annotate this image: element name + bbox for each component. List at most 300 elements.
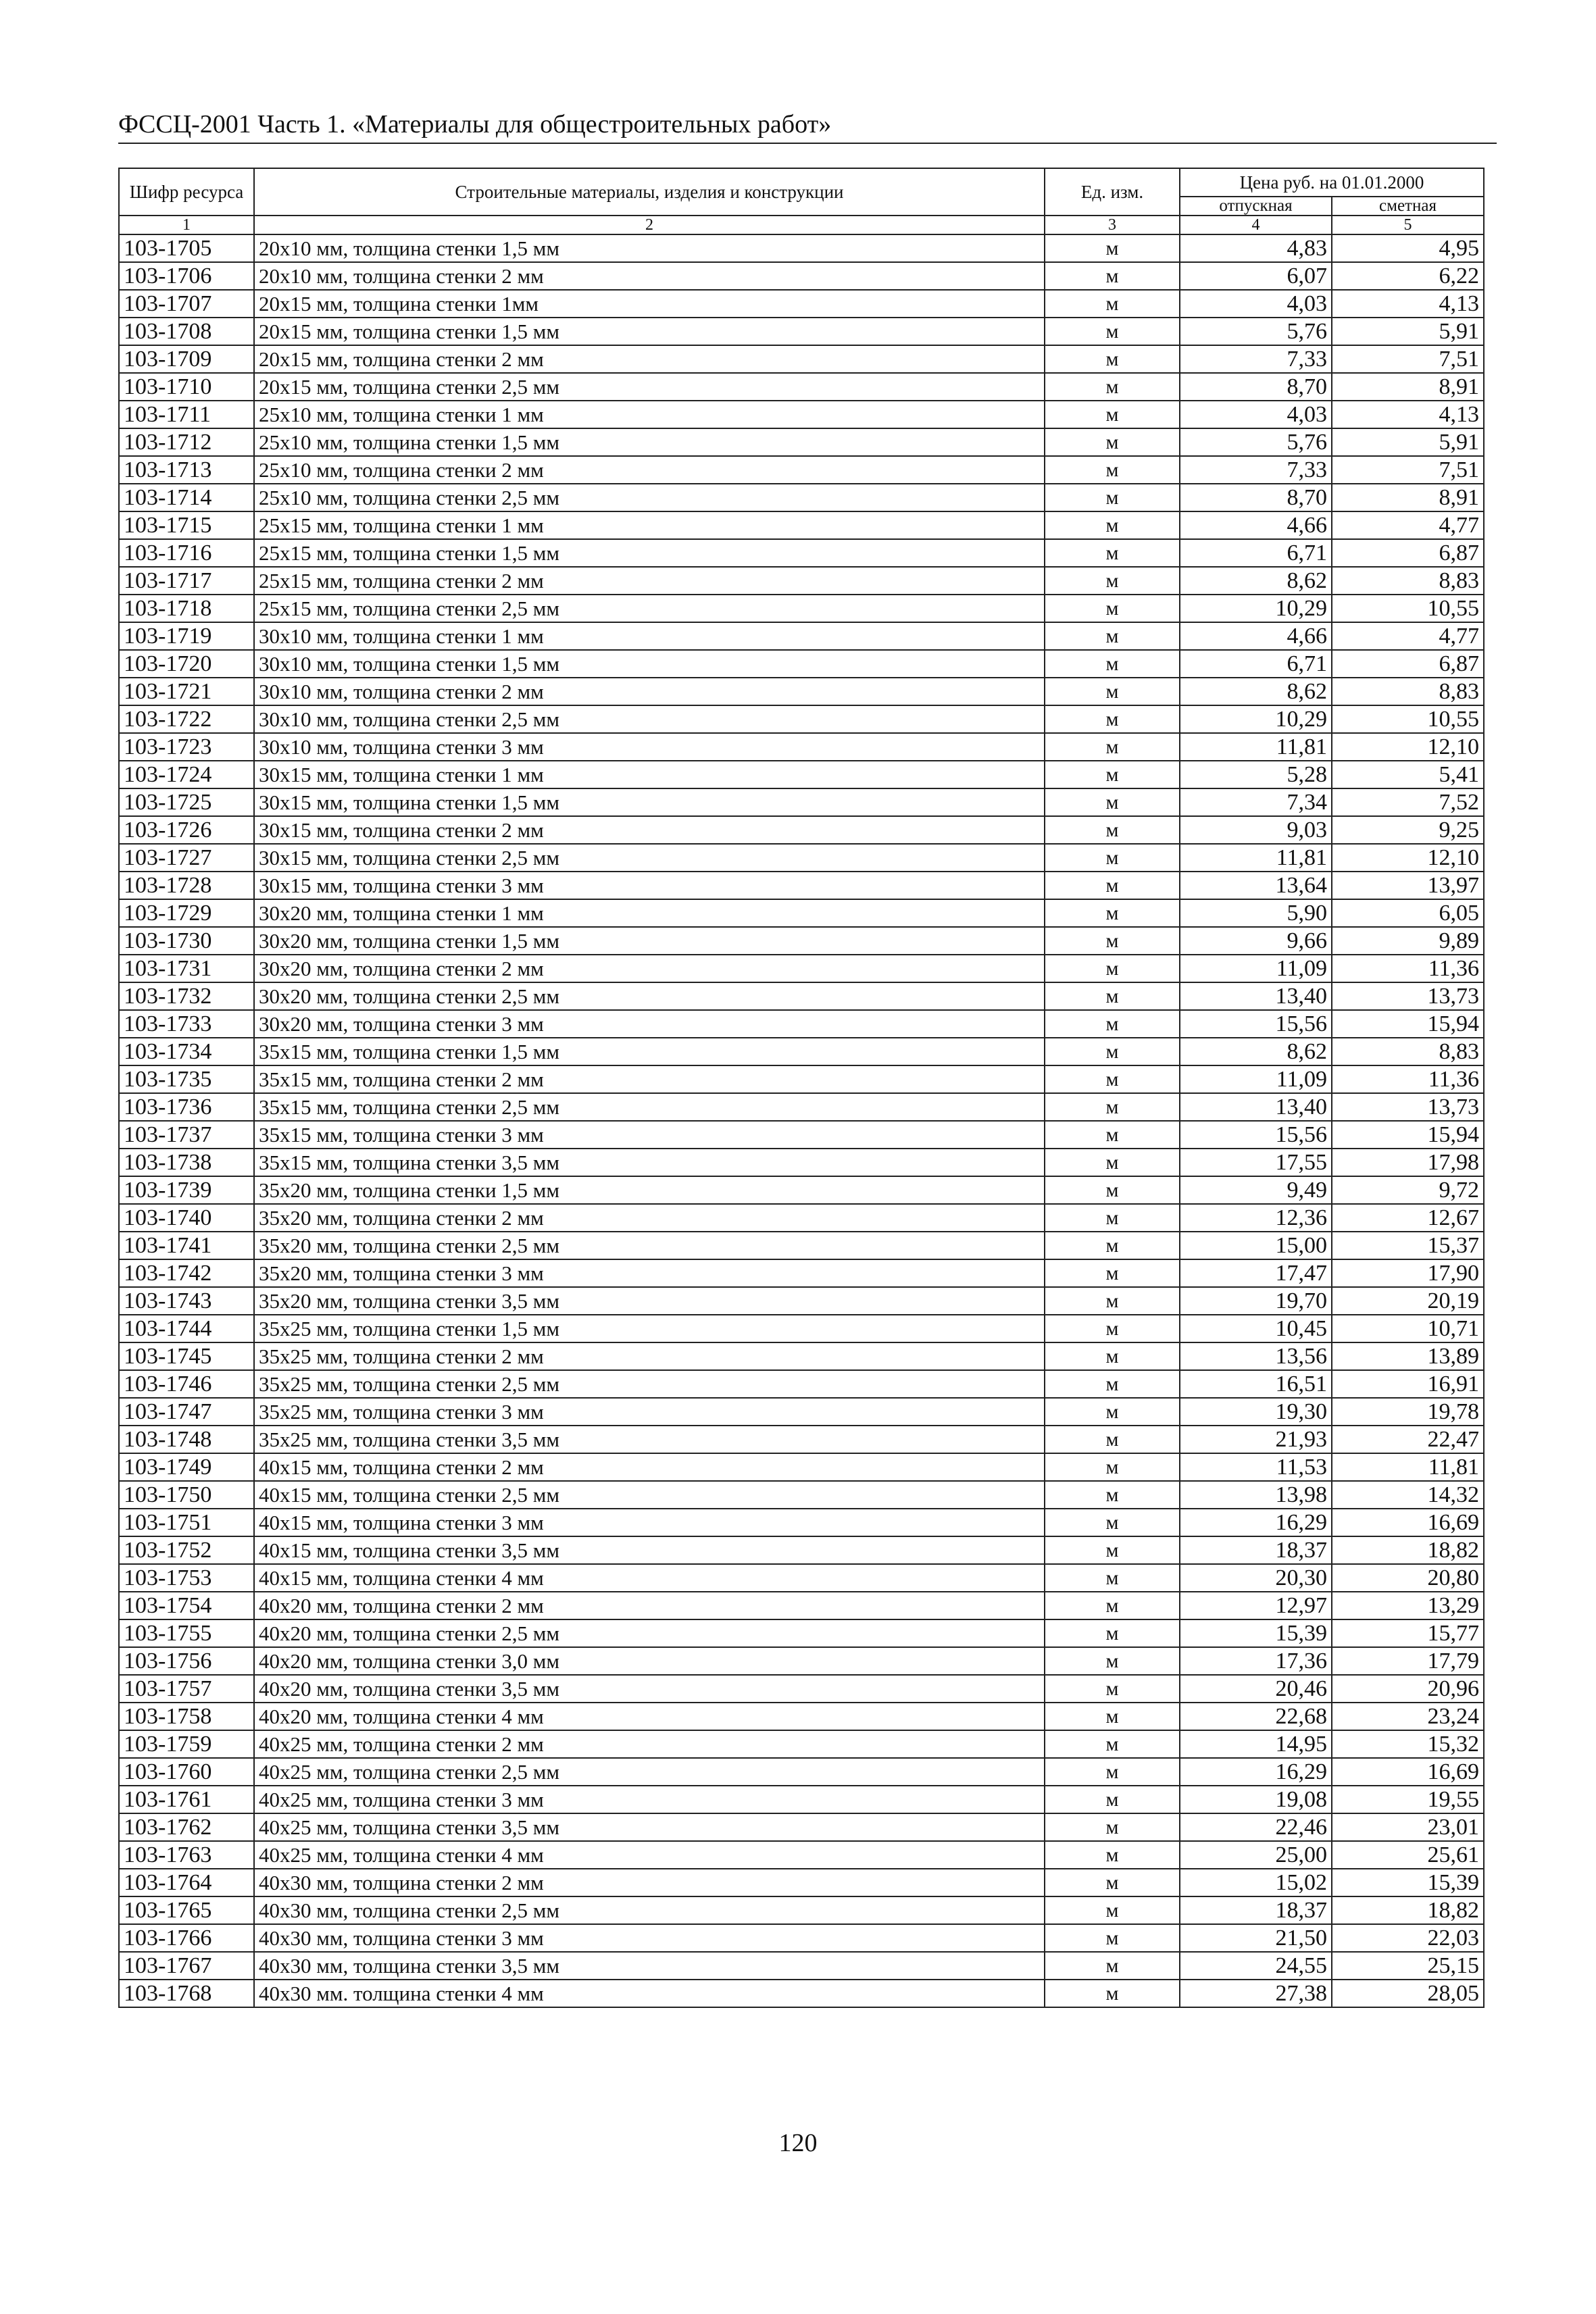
release-price-cell: 4,03 (1180, 290, 1332, 318)
material-description-cell: 40x15 мм, толщина стенки 3,5 мм (254, 1536, 1045, 1564)
material-description-cell: 20x10 мм, толщина стенки 2 мм (254, 262, 1045, 290)
resource-code-cell: 103-1767 (119, 1952, 254, 1980)
estimate-price-cell: 10,55 (1332, 595, 1484, 622)
table-row (119, 927, 1484, 955)
estimate-price-cell: 13,97 (1332, 872, 1484, 899)
release-price-cell: 5,76 (1180, 428, 1332, 456)
table-row (119, 1509, 1484, 1536)
table-row (119, 1232, 1484, 1259)
material-description-cell: 40x15 мм, толщина стенки 2 мм (254, 1453, 1045, 1481)
table-row (119, 1841, 1484, 1869)
material-description-cell: 20x15 мм, толщина стенки 2,5 мм (254, 373, 1045, 401)
unit-cell: м (1045, 1287, 1180, 1315)
estimate-price-cell: 11,81 (1332, 1453, 1484, 1481)
table-row (119, 401, 1484, 428)
resource-code-cell: 103-1711 (119, 401, 254, 428)
col-header-code: Шифр ресурса (119, 168, 254, 216)
resource-code-cell: 103-1744 (119, 1315, 254, 1342)
estimate-price-cell: 7,52 (1332, 788, 1484, 816)
release-price-cell: 7,33 (1180, 456, 1332, 484)
material-description-cell: 20x15 мм, толщина стенки 1мм (254, 290, 1045, 318)
estimate-price-cell: 16,69 (1332, 1509, 1484, 1536)
table-row (119, 484, 1484, 511)
estimate-price-cell: 18,82 (1332, 1896, 1484, 1924)
material-description-cell: 35x25 мм, толщина стенки 2,5 мм (254, 1370, 1045, 1398)
material-description-cell: 25x10 мм, толщина стенки 1,5 мм (254, 428, 1045, 456)
material-description-cell: 40x20 мм, толщина стенки 3,5 мм (254, 1675, 1045, 1703)
table-row (119, 1869, 1484, 1896)
unit-cell: м (1045, 1924, 1180, 1952)
table-row (119, 622, 1484, 650)
table-row (119, 1204, 1484, 1232)
resource-code-cell: 103-1747 (119, 1398, 254, 1426)
estimate-price-cell: 12,10 (1332, 733, 1484, 761)
material-description-cell: 35x20 мм, толщина стенки 2,5 мм (254, 1232, 1045, 1259)
resource-code-cell: 103-1708 (119, 318, 254, 345)
resource-code-cell: 103-1750 (119, 1481, 254, 1509)
resource-code-cell: 103-1731 (119, 955, 254, 982)
unit-cell: м (1045, 844, 1180, 872)
estimate-price-cell: 6,87 (1332, 539, 1484, 567)
resource-code-cell: 103-1730 (119, 927, 254, 955)
unit-cell: м (1045, 678, 1180, 705)
material-description-cell: 30x20 мм, толщина стенки 3 мм (254, 1010, 1045, 1038)
table-row (119, 1952, 1484, 1980)
estimate-price-cell: 19,78 (1332, 1398, 1484, 1426)
price-table (118, 168, 1485, 2008)
resource-code-cell: 103-1751 (119, 1509, 254, 1536)
table-row (119, 1924, 1484, 1952)
unit-cell: м (1045, 622, 1180, 650)
estimate-price-cell: 4,13 (1332, 290, 1484, 318)
unit-cell: м (1045, 428, 1180, 456)
resource-code-cell: 103-1755 (119, 1619, 254, 1647)
estimate-price-cell: 15,94 (1332, 1121, 1484, 1149)
material-description-cell: 25x15 мм, толщина стенки 2,5 мм (254, 595, 1045, 622)
resource-code-cell: 103-1753 (119, 1564, 254, 1592)
release-price-cell: 15,56 (1180, 1010, 1332, 1038)
release-price-cell: 11,09 (1180, 1065, 1332, 1093)
table-row (119, 955, 1484, 982)
material-description-cell: 30x10 мм, толщина стенки 3 мм (254, 733, 1045, 761)
estimate-price-cell: 22,03 (1332, 1924, 1484, 1952)
estimate-price-cell: 17,79 (1332, 1647, 1484, 1675)
resource-code-cell: 103-1760 (119, 1758, 254, 1786)
material-description-cell: 40x30 мм, толщина стенки 3 мм (254, 1924, 1045, 1952)
material-description-cell: 40x30 мм, толщина стенки 3,5 мм (254, 1952, 1045, 1980)
release-price-cell: 8,62 (1180, 1038, 1332, 1065)
resource-code-cell: 103-1732 (119, 982, 254, 1010)
unit-cell: м (1045, 373, 1180, 401)
release-price-cell: 5,28 (1180, 761, 1332, 788)
resource-code-cell: 103-1762 (119, 1813, 254, 1841)
unit-cell: м (1045, 567, 1180, 595)
estimate-price-cell: 4,77 (1332, 622, 1484, 650)
release-price-cell: 27,38 (1180, 1980, 1332, 2007)
resource-code-cell: 103-1727 (119, 844, 254, 872)
release-price-cell: 10,29 (1180, 705, 1332, 733)
resource-code-cell: 103-1709 (119, 345, 254, 373)
header-rule (118, 143, 1497, 144)
release-price-cell: 22,46 (1180, 1813, 1332, 1841)
material-description-cell: 40x20 мм, толщина стенки 2,5 мм (254, 1619, 1045, 1647)
release-price-cell: 16,29 (1180, 1509, 1332, 1536)
table-row (119, 373, 1484, 401)
resource-code-cell: 103-1715 (119, 511, 254, 539)
resource-code-cell: 103-1725 (119, 788, 254, 816)
material-description-cell: 35x25 мм, толщина стенки 1,5 мм (254, 1315, 1045, 1342)
estimate-price-cell: 5,41 (1332, 761, 1484, 788)
estimate-price-cell: 4,77 (1332, 511, 1484, 539)
material-description-cell: 35x15 мм, толщина стенки 3 мм (254, 1121, 1045, 1149)
estimate-price-cell: 13,29 (1332, 1592, 1484, 1619)
table-row (119, 456, 1484, 484)
unit-cell: м (1045, 1481, 1180, 1509)
estimate-price-cell: 17,98 (1332, 1149, 1484, 1176)
release-price-cell: 11,53 (1180, 1453, 1332, 1481)
resource-code-cell: 103-1729 (119, 899, 254, 927)
table-row (119, 761, 1484, 788)
resource-code-cell: 103-1743 (119, 1287, 254, 1315)
release-price-cell: 13,40 (1180, 1093, 1332, 1121)
resource-code-cell: 103-1723 (119, 733, 254, 761)
estimate-price-cell: 10,71 (1332, 1315, 1484, 1342)
estimate-price-cell: 6,87 (1332, 650, 1484, 678)
table-row (119, 1259, 1484, 1287)
material-description-cell: 25x10 мм, толщина стенки 2 мм (254, 456, 1045, 484)
estimate-price-cell: 19,55 (1332, 1786, 1484, 1813)
unit-cell: м (1045, 788, 1180, 816)
price-table-body (119, 234, 1484, 2007)
table-row (119, 1065, 1484, 1093)
resource-code-cell: 103-1733 (119, 1010, 254, 1038)
unit-cell: м (1045, 484, 1180, 511)
table-row (119, 1896, 1484, 1924)
table-row (119, 595, 1484, 622)
estimate-price-cell: 18,82 (1332, 1536, 1484, 1564)
unit-cell: м (1045, 290, 1180, 318)
unit-cell: м (1045, 899, 1180, 927)
table-row (119, 788, 1484, 816)
unit-cell: м (1045, 511, 1180, 539)
table-row (119, 567, 1484, 595)
material-description-cell: 40x25 мм, толщина стенки 2 мм (254, 1730, 1045, 1758)
release-price-cell: 5,76 (1180, 318, 1332, 345)
material-description-cell: 30x10 мм, толщина стенки 1 мм (254, 622, 1045, 650)
release-price-cell: 5,90 (1180, 899, 1332, 927)
material-description-cell: 30x15 мм, толщина стенки 2 мм (254, 816, 1045, 844)
unit-cell: м (1045, 1093, 1180, 1121)
unit-cell: м (1045, 1564, 1180, 1592)
resource-code-cell: 103-1741 (119, 1232, 254, 1259)
col-header-unit: Ед. изм. (1045, 168, 1180, 216)
table-row (119, 1675, 1484, 1703)
table-row (119, 1370, 1484, 1398)
table-row (119, 262, 1484, 290)
resource-code-cell: 103-1712 (119, 428, 254, 456)
release-price-cell: 20,46 (1180, 1675, 1332, 1703)
material-description-cell: 30x10 мм, толщина стенки 2,5 мм (254, 705, 1045, 733)
table-row (119, 1093, 1484, 1121)
table-row (119, 1121, 1484, 1149)
resource-code-cell: 103-1745 (119, 1342, 254, 1370)
material-description-cell: 25x15 мм, толщина стенки 2 мм (254, 567, 1045, 595)
material-description-cell: 35x25 мм, толщина стенки 2 мм (254, 1342, 1045, 1370)
table-row (119, 1592, 1484, 1619)
table-row (119, 1647, 1484, 1675)
unit-cell: м (1045, 1398, 1180, 1426)
table-row (119, 1287, 1484, 1315)
unit-cell: м (1045, 1370, 1180, 1398)
resource-code-cell: 103-1757 (119, 1675, 254, 1703)
unit-cell: м (1045, 1232, 1180, 1259)
material-description-cell: 35x15 мм, толщина стенки 2,5 мм (254, 1093, 1045, 1121)
unit-cell: м (1045, 595, 1180, 622)
unit-cell: м (1045, 1841, 1180, 1869)
estimate-price-cell: 20,96 (1332, 1675, 1484, 1703)
release-price-cell: 15,00 (1180, 1232, 1332, 1259)
table-row (119, 899, 1484, 927)
material-description-cell: 35x25 мм, толщина стенки 3,5 мм (254, 1426, 1045, 1453)
material-description-cell: 35x15 мм, толщина стенки 3,5 мм (254, 1149, 1045, 1176)
release-price-cell: 14,95 (1180, 1730, 1332, 1758)
estimate-price-cell: 6,22 (1332, 262, 1484, 290)
resource-code-cell: 103-1714 (119, 484, 254, 511)
unit-cell: м (1045, 1869, 1180, 1896)
release-price-cell: 17,36 (1180, 1647, 1332, 1675)
material-description-cell: 30x20 мм, толщина стенки 2 мм (254, 955, 1045, 982)
unit-cell: м (1045, 1592, 1180, 1619)
material-description-cell: 25x15 мм, толщина стенки 1 мм (254, 511, 1045, 539)
estimate-price-cell: 25,61 (1332, 1841, 1484, 1869)
estimate-price-cell: 8,91 (1332, 484, 1484, 511)
unit-cell: м (1045, 1675, 1180, 1703)
table-row (119, 1786, 1484, 1813)
unit-cell: м (1045, 955, 1180, 982)
release-price-cell: 10,45 (1180, 1315, 1332, 1342)
table-row (119, 511, 1484, 539)
release-price-cell: 4,83 (1180, 234, 1332, 262)
estimate-price-cell: 8,83 (1332, 678, 1484, 705)
release-price-cell: 9,66 (1180, 927, 1332, 955)
resource-code-cell: 103-1742 (119, 1259, 254, 1287)
material-description-cell: 30x20 мм, толщина стенки 1 мм (254, 899, 1045, 927)
estimate-price-cell: 13,89 (1332, 1342, 1484, 1370)
table-row (119, 1176, 1484, 1204)
resource-code-cell: 103-1713 (119, 456, 254, 484)
estimate-price-cell: 17,90 (1332, 1259, 1484, 1287)
table-row (119, 650, 1484, 678)
estimate-price-cell: 15,94 (1332, 1010, 1484, 1038)
resource-code-cell: 103-1718 (119, 595, 254, 622)
estimate-price-cell: 11,36 (1332, 955, 1484, 982)
material-description-cell: 40x20 мм, толщина стенки 3,0 мм (254, 1647, 1045, 1675)
estimate-price-cell: 12,10 (1332, 844, 1484, 872)
col-header-release: отпускная (1180, 197, 1332, 216)
estimate-price-cell: 11,36 (1332, 1065, 1484, 1093)
release-price-cell: 18,37 (1180, 1896, 1332, 1924)
unit-cell: м (1045, 1730, 1180, 1758)
resource-code-cell: 103-1768 (119, 1980, 254, 2007)
page-number: 120 (778, 2129, 818, 2157)
unit-cell: м (1045, 1342, 1180, 1370)
unit-cell: м (1045, 1813, 1180, 1841)
resource-code-cell: 103-1737 (119, 1121, 254, 1149)
material-description-cell: 35x15 мм, толщина стенки 2 мм (254, 1065, 1045, 1093)
release-price-cell: 21,93 (1180, 1426, 1332, 1453)
unit-cell: м (1045, 1065, 1180, 1093)
release-price-cell: 7,33 (1180, 345, 1332, 373)
table-row (119, 1758, 1484, 1786)
material-description-cell: 30x15 мм, толщина стенки 3 мм (254, 872, 1045, 899)
estimate-price-cell: 4,95 (1332, 234, 1484, 262)
unit-cell: м (1045, 1426, 1180, 1453)
resource-code-cell: 103-1710 (119, 373, 254, 401)
release-price-cell: 21,50 (1180, 1924, 1332, 1952)
unit-cell: м (1045, 539, 1180, 567)
estimate-price-cell: 14,32 (1332, 1481, 1484, 1509)
resource-code-cell: 103-1717 (119, 567, 254, 595)
estimate-price-cell: 15,77 (1332, 1619, 1484, 1647)
release-price-cell: 25,00 (1180, 1841, 1332, 1869)
col-number: 1 (119, 216, 254, 234)
unit-cell: м (1045, 733, 1180, 761)
unit-cell: м (1045, 650, 1180, 678)
table-row (119, 1038, 1484, 1065)
table-row (119, 1703, 1484, 1730)
col-number: 2 (254, 216, 1045, 234)
estimate-price-cell: 23,01 (1332, 1813, 1484, 1841)
resource-code-cell: 103-1761 (119, 1786, 254, 1813)
unit-cell: м (1045, 1980, 1180, 2007)
material-description-cell: 40x30 мм, толщина стенки 2,5 мм (254, 1896, 1045, 1924)
estimate-price-cell: 13,73 (1332, 982, 1484, 1010)
table-row (119, 1481, 1484, 1509)
table-row (119, 678, 1484, 705)
estimate-price-cell: 20,80 (1332, 1564, 1484, 1592)
resource-code-cell: 103-1738 (119, 1149, 254, 1176)
unit-cell: м (1045, 1509, 1180, 1536)
table-row (119, 234, 1484, 262)
unit-cell: м (1045, 318, 1180, 345)
material-description-cell: 35x15 мм, толщина стенки 1,5 мм (254, 1038, 1045, 1065)
unit-cell: м (1045, 456, 1180, 484)
col-header-price: Цена руб. на 01.01.2000 (1180, 168, 1484, 197)
unit-cell: м (1045, 234, 1180, 262)
table-row (119, 1564, 1484, 1592)
release-price-cell: 12,97 (1180, 1592, 1332, 1619)
release-price-cell: 13,98 (1180, 1481, 1332, 1509)
unit-cell: м (1045, 1010, 1180, 1038)
unit-cell: м (1045, 1758, 1180, 1786)
resource-code-cell: 103-1748 (119, 1426, 254, 1453)
release-price-cell: 9,49 (1180, 1176, 1332, 1204)
estimate-price-cell: 15,39 (1332, 1869, 1484, 1896)
estimate-price-cell: 23,24 (1332, 1703, 1484, 1730)
col-number: 3 (1045, 216, 1180, 234)
resource-code-cell: 103-1720 (119, 650, 254, 678)
release-price-cell: 11,09 (1180, 955, 1332, 982)
resource-code-cell: 103-1756 (119, 1647, 254, 1675)
resource-code-cell: 103-1740 (119, 1204, 254, 1232)
estimate-price-cell: 6,05 (1332, 899, 1484, 927)
table-row (119, 1980, 1484, 2007)
release-price-cell: 13,64 (1180, 872, 1332, 899)
material-description-cell: 25x10 мм, толщина стенки 2,5 мм (254, 484, 1045, 511)
material-description-cell: 40x25 мм, толщина стенки 3 мм (254, 1786, 1045, 1813)
estimate-price-cell: 28,05 (1332, 1980, 1484, 2007)
unit-cell: м (1045, 816, 1180, 844)
estimate-price-cell: 8,83 (1332, 567, 1484, 595)
material-description-cell: 40x25 мм, толщина стенки 4 мм (254, 1841, 1045, 1869)
unit-cell: м (1045, 345, 1180, 373)
estimate-price-cell: 7,51 (1332, 345, 1484, 373)
table-row (119, 816, 1484, 844)
unit-cell: м (1045, 401, 1180, 428)
table-row (119, 1149, 1484, 1176)
release-price-cell: 13,56 (1180, 1342, 1332, 1370)
release-price-cell: 8,62 (1180, 678, 1332, 705)
estimate-price-cell: 9,25 (1332, 816, 1484, 844)
release-price-cell: 15,02 (1180, 1869, 1332, 1896)
resource-code-cell: 103-1759 (119, 1730, 254, 1758)
release-price-cell: 19,30 (1180, 1398, 1332, 1426)
release-price-cell: 18,37 (1180, 1536, 1332, 1564)
unit-cell: м (1045, 705, 1180, 733)
table-row (119, 318, 1484, 345)
material-description-cell: 40x30 мм. толщина стенки 4 мм (254, 1980, 1045, 2007)
release-price-cell: 17,55 (1180, 1149, 1332, 1176)
estimate-price-cell: 5,91 (1332, 318, 1484, 345)
estimate-price-cell: 7,51 (1332, 456, 1484, 484)
release-price-cell: 11,81 (1180, 844, 1332, 872)
estimate-price-cell: 4,13 (1332, 401, 1484, 428)
material-description-cell: 20x10 мм, толщина стенки 1,5 мм (254, 234, 1045, 262)
table-row (119, 1315, 1484, 1342)
unit-cell: м (1045, 1315, 1180, 1342)
material-description-cell: 40x20 мм, толщина стенки 4 мм (254, 1703, 1045, 1730)
table-row (119, 428, 1484, 456)
table-row (119, 982, 1484, 1010)
material-description-cell: 40x15 мм, толщина стенки 2,5 мм (254, 1481, 1045, 1509)
resource-code-cell: 103-1719 (119, 622, 254, 650)
release-price-cell: 16,51 (1180, 1370, 1332, 1398)
estimate-price-cell: 20,19 (1332, 1287, 1484, 1315)
resource-code-cell: 103-1763 (119, 1841, 254, 1869)
resource-code-cell: 103-1721 (119, 678, 254, 705)
unit-cell: м (1045, 1121, 1180, 1149)
release-price-cell: 7,34 (1180, 788, 1332, 816)
resource-code-cell: 103-1764 (119, 1869, 254, 1896)
resource-code-cell: 103-1705 (119, 234, 254, 262)
resource-code-cell: 103-1726 (119, 816, 254, 844)
release-price-cell: 20,30 (1180, 1564, 1332, 1592)
release-price-cell: 10,29 (1180, 595, 1332, 622)
release-price-cell: 17,47 (1180, 1259, 1332, 1287)
resource-code-cell: 103-1754 (119, 1592, 254, 1619)
resource-code-cell: 103-1746 (119, 1370, 254, 1398)
release-price-cell: 19,08 (1180, 1786, 1332, 1813)
resource-code-cell: 103-1716 (119, 539, 254, 567)
estimate-price-cell: 5,91 (1332, 428, 1484, 456)
table-row (119, 1619, 1484, 1647)
release-price-cell: 15,56 (1180, 1121, 1332, 1149)
material-description-cell: 35x20 мм, толщина стенки 3,5 мм (254, 1287, 1045, 1315)
resource-code-cell: 103-1766 (119, 1924, 254, 1952)
unit-cell: м (1045, 1038, 1180, 1065)
material-description-cell: 25x10 мм, толщина стенки 1 мм (254, 401, 1045, 428)
page-header-title: ФССЦ-2001 Часть 1. «Материалы для общестроительных работ» (118, 110, 832, 139)
